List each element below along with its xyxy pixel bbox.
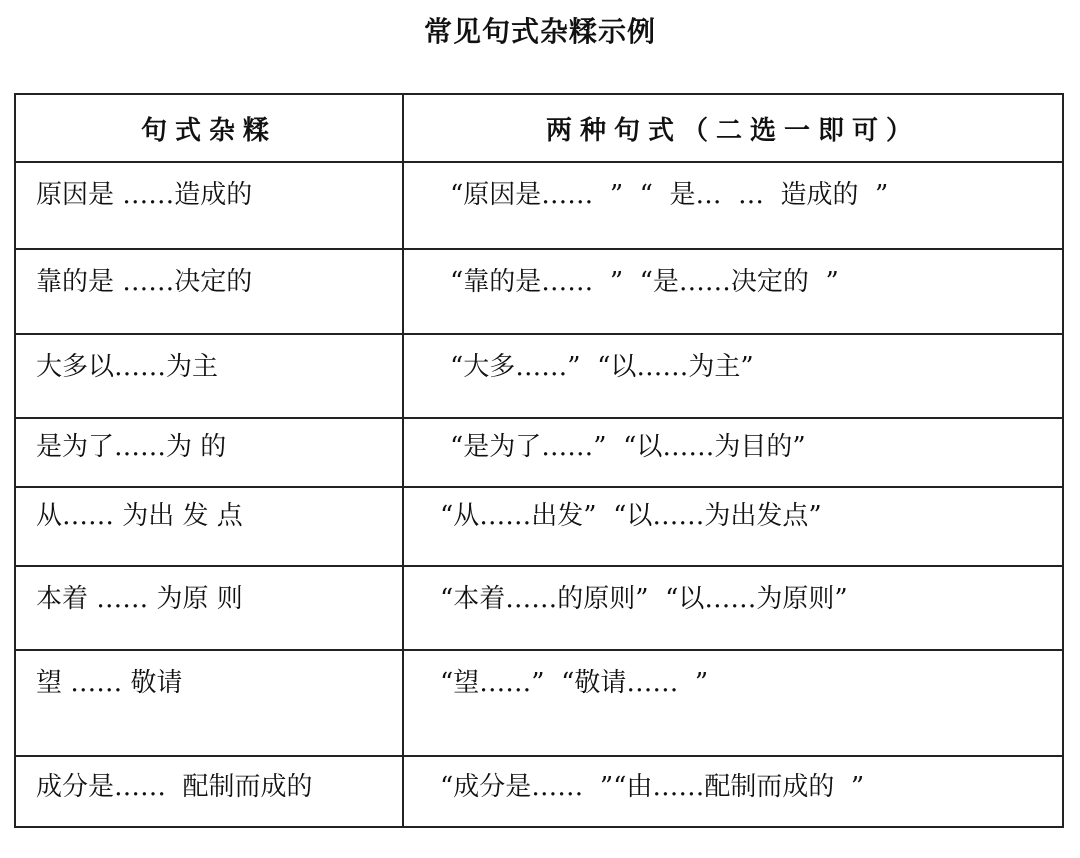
- correction-text: “从……出发” “以……为出发点”: [440, 501, 822, 531]
- correction-text: “望……” “敬请…… ”: [440, 668, 709, 698]
- table-row: [15, 756, 1063, 827]
- mixed-pattern-cell: [15, 487, 403, 566]
- correction-cell: [403, 650, 1063, 756]
- correction-text: “本着……的原则” “以……为原则”: [440, 584, 848, 614]
- correction-cell: [403, 249, 1063, 334]
- correction-cell: [403, 566, 1063, 650]
- correction-text: “成分是…… ”“由……配制而成的 ”: [440, 772, 865, 802]
- correction-cell: [403, 487, 1063, 566]
- table-row: [15, 334, 1063, 418]
- mixed-pattern-text: 是为了……为 的: [36, 432, 227, 462]
- correction-text: “是为了……” “以……为目的”: [450, 432, 806, 462]
- table-row: [15, 566, 1063, 650]
- mixed-pattern-cell: [15, 418, 403, 487]
- mixed-pattern-cell: [15, 756, 403, 827]
- header-two-patterns: 两种句式（二选一即可）: [403, 94, 1063, 162]
- table-row: [15, 249, 1063, 334]
- correction-text: “大多……” “以……为主”: [450, 352, 754, 382]
- mixed-pattern-text: 原因是 ……造成的: [36, 180, 253, 210]
- sentence-mixing-table: [14, 93, 1064, 828]
- correction-cell: [403, 162, 1063, 249]
- table-row: [15, 650, 1063, 756]
- mixed-pattern-text: 靠的是 ……决定的: [36, 267, 253, 297]
- mixed-pattern-text: 望 …… 敬请: [36, 668, 183, 698]
- table-header-row: [15, 94, 1063, 162]
- mixed-pattern-cell: [15, 650, 403, 756]
- mixed-pattern-text: 从…… 为出 发 点: [36, 501, 243, 531]
- mixed-pattern-cell: [15, 249, 403, 334]
- mixed-pattern-cell: [15, 566, 403, 650]
- table-row: [15, 487, 1063, 566]
- table-row: [15, 162, 1063, 249]
- mixed-pattern-cell: [15, 162, 403, 249]
- correction-cell: [403, 334, 1063, 418]
- mixed-pattern-text: 大多以……为主: [36, 352, 219, 382]
- correction-cell: [403, 756, 1063, 827]
- header-mixed-pattern: 句式杂糅: [15, 94, 403, 162]
- correction-cell: [403, 418, 1063, 487]
- page-title: 常见句式杂糅示例: [423, 15, 656, 48]
- mixed-pattern-text: 本着 …… 为原 则: [36, 584, 243, 614]
- correction-text: “靠的是…… ” “是……决定的 ”: [450, 267, 839, 297]
- mixed-pattern-text: 成分是…… 配制而成的: [36, 772, 313, 802]
- table-row: [15, 418, 1063, 487]
- mixed-pattern-cell: [15, 334, 403, 418]
- correction-text: “原因是…… ” “ 是… … 造成的 ”: [450, 180, 889, 210]
